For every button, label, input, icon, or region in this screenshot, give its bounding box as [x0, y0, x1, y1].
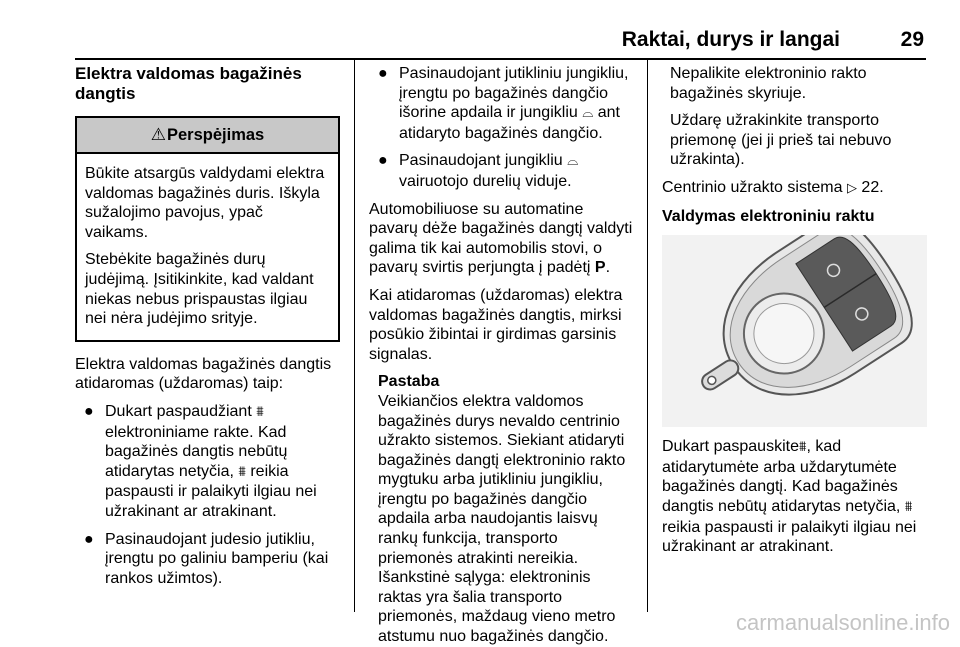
key-instruction: Dukart paspauskite⩩, kad atidarytumėte arba uždarytumėte bagažinės dangtį. Kad bagažinės dangtis nebūtų atidarytas netyčia, ⩩ reikia paspausti ir palaikyti ilgiau nei užrakinant ar atrakinant. — [662, 438, 917, 556]
note-text: Veikiančios elektra valdomos bagažinės durys nevaldo centrinio užrakto sistemos. Siekiant atidaryti bagažinės dangtį elektroninio rakto mygtuku arba jutikliniu jungikliu, įrengtu po bagažinės dangčio apdaila arba naudojantis laisvų rankų funkcija, transporto priemonės atrakinti nereikia. Išankstinė sąlyga: elektroninis raktas yra šalia transporto priemonės, maždaug vieno metro atstumu nuo bagažinės dangčio. — [378, 392, 626, 646]
page-number: 29 — [900, 28, 924, 51]
bullet-icon: ● — [378, 152, 388, 170]
note-label: Pastaba — [378, 373, 440, 391]
tailgate-icon: ⩩ — [798, 439, 807, 456]
method-list-continued — [369, 64, 633, 192]
cross-reference: Centrinio užrakto sistema ▷ 22. — [662, 178, 884, 196]
subsection-heading: Valdymas elektroniniu raktu — [662, 207, 875, 225]
list-item: ● Dukart paspaudžiant ⩩ elektroniniame rakte. Kad bagažinės dangtis nebūtų atidarytas netyčia, ⩩ reikia paspausti ir palaikyti ilgiau nei užrakinant ar atrakinant. — [84, 402, 317, 520]
bullet-icon: ● — [84, 402, 94, 420]
column-3 — [662, 64, 927, 565]
note-continued-1: Nepalikite elektroninio rakto bagažinės skyriuje. — [670, 65, 867, 102]
column-2 — [369, 64, 633, 647]
intro-paragraph: Elektra valdomas bagažinės dangtis atidaromas (uždaromas) taip: — [75, 355, 332, 393]
method-list — [75, 402, 340, 588]
warning-body — [77, 154, 338, 340]
car-icon: ⌓ — [582, 105, 594, 122]
tailgate-icon: ⩩ — [256, 403, 264, 420]
reference-arrow-icon: ▷ — [846, 180, 857, 196]
warning-text-2: Stebėkite bagažinės durų judėjimą. Įsitikinkite, kad valdant niekas nebus prispaustas ilgiau nei nėra judėjimo srityje. — [85, 251, 314, 328]
car-icon: ⌓ — [567, 153, 579, 170]
watermark: carmanualsonline.info — [735, 610, 950, 635]
park-position: P — [594, 259, 606, 277]
list-item: ● Pasinaudojant jungikliu ⌓ vairuotojo durelių viduje. — [378, 152, 579, 190]
bullet-icon: ● — [378, 65, 388, 82]
tailgate-icon: ⩩ — [904, 498, 913, 515]
warning-triangle-icon: ⚠ — [150, 125, 166, 144]
note-box — [369, 372, 633, 646]
column-divider-1 — [354, 60, 355, 612]
warning-box — [75, 116, 340, 342]
list-item: ● Pasinaudojant jutikliniu jungikliu, įrengtu po bagažinės dangčio išorine apdaila ir jungikliu ⌓ ant atidaryto bagažinės dangčio. — [378, 65, 629, 142]
warning-text-1: Būkite atsargūs valdydami elektra valdomas bagažinės duris. Iškyla sužalojimo pavojus, ypač vaikams. — [85, 165, 325, 241]
section-heading: Elektra valdomas bagažinės dangtis — [75, 64, 302, 103]
automatic-gearbox-paragraph: Automobiliuose su automatine pavarų dėže bagažinės dangtį valdyti galima tik kai automobilis stovi, o pavarų svirtis perjungta į padėtį P. — [369, 200, 633, 277]
page-header — [75, 24, 926, 60]
column-1 — [75, 64, 340, 596]
chapter-title: Raktai, durys ir langai — [621, 28, 840, 51]
warning-header — [77, 118, 338, 154]
note-continued-2: Uždarę užrakinkite transporto priemonę (jei ji prieš tai nebuvo užrakinta). — [670, 112, 892, 169]
list-item: ● Pasinaudojant judesio jutikliu, įrengtu po galiniu bamperiu (kai rankos užimtos). — [84, 530, 329, 587]
bullet-icon: ● — [84, 530, 94, 548]
signal-paragraph: Kai atidaromas (uždaromas) elektra valdomas bagažinės dangtis, mirksi posūkio žibintai ir girdimas garsinis signalas. — [369, 286, 623, 363]
electronic-key-illustration — [662, 235, 927, 427]
column-divider-2 — [647, 60, 648, 612]
tailgate-icon: ⩩ — [238, 463, 246, 480]
warning-label: Perspėjimas — [167, 126, 265, 144]
